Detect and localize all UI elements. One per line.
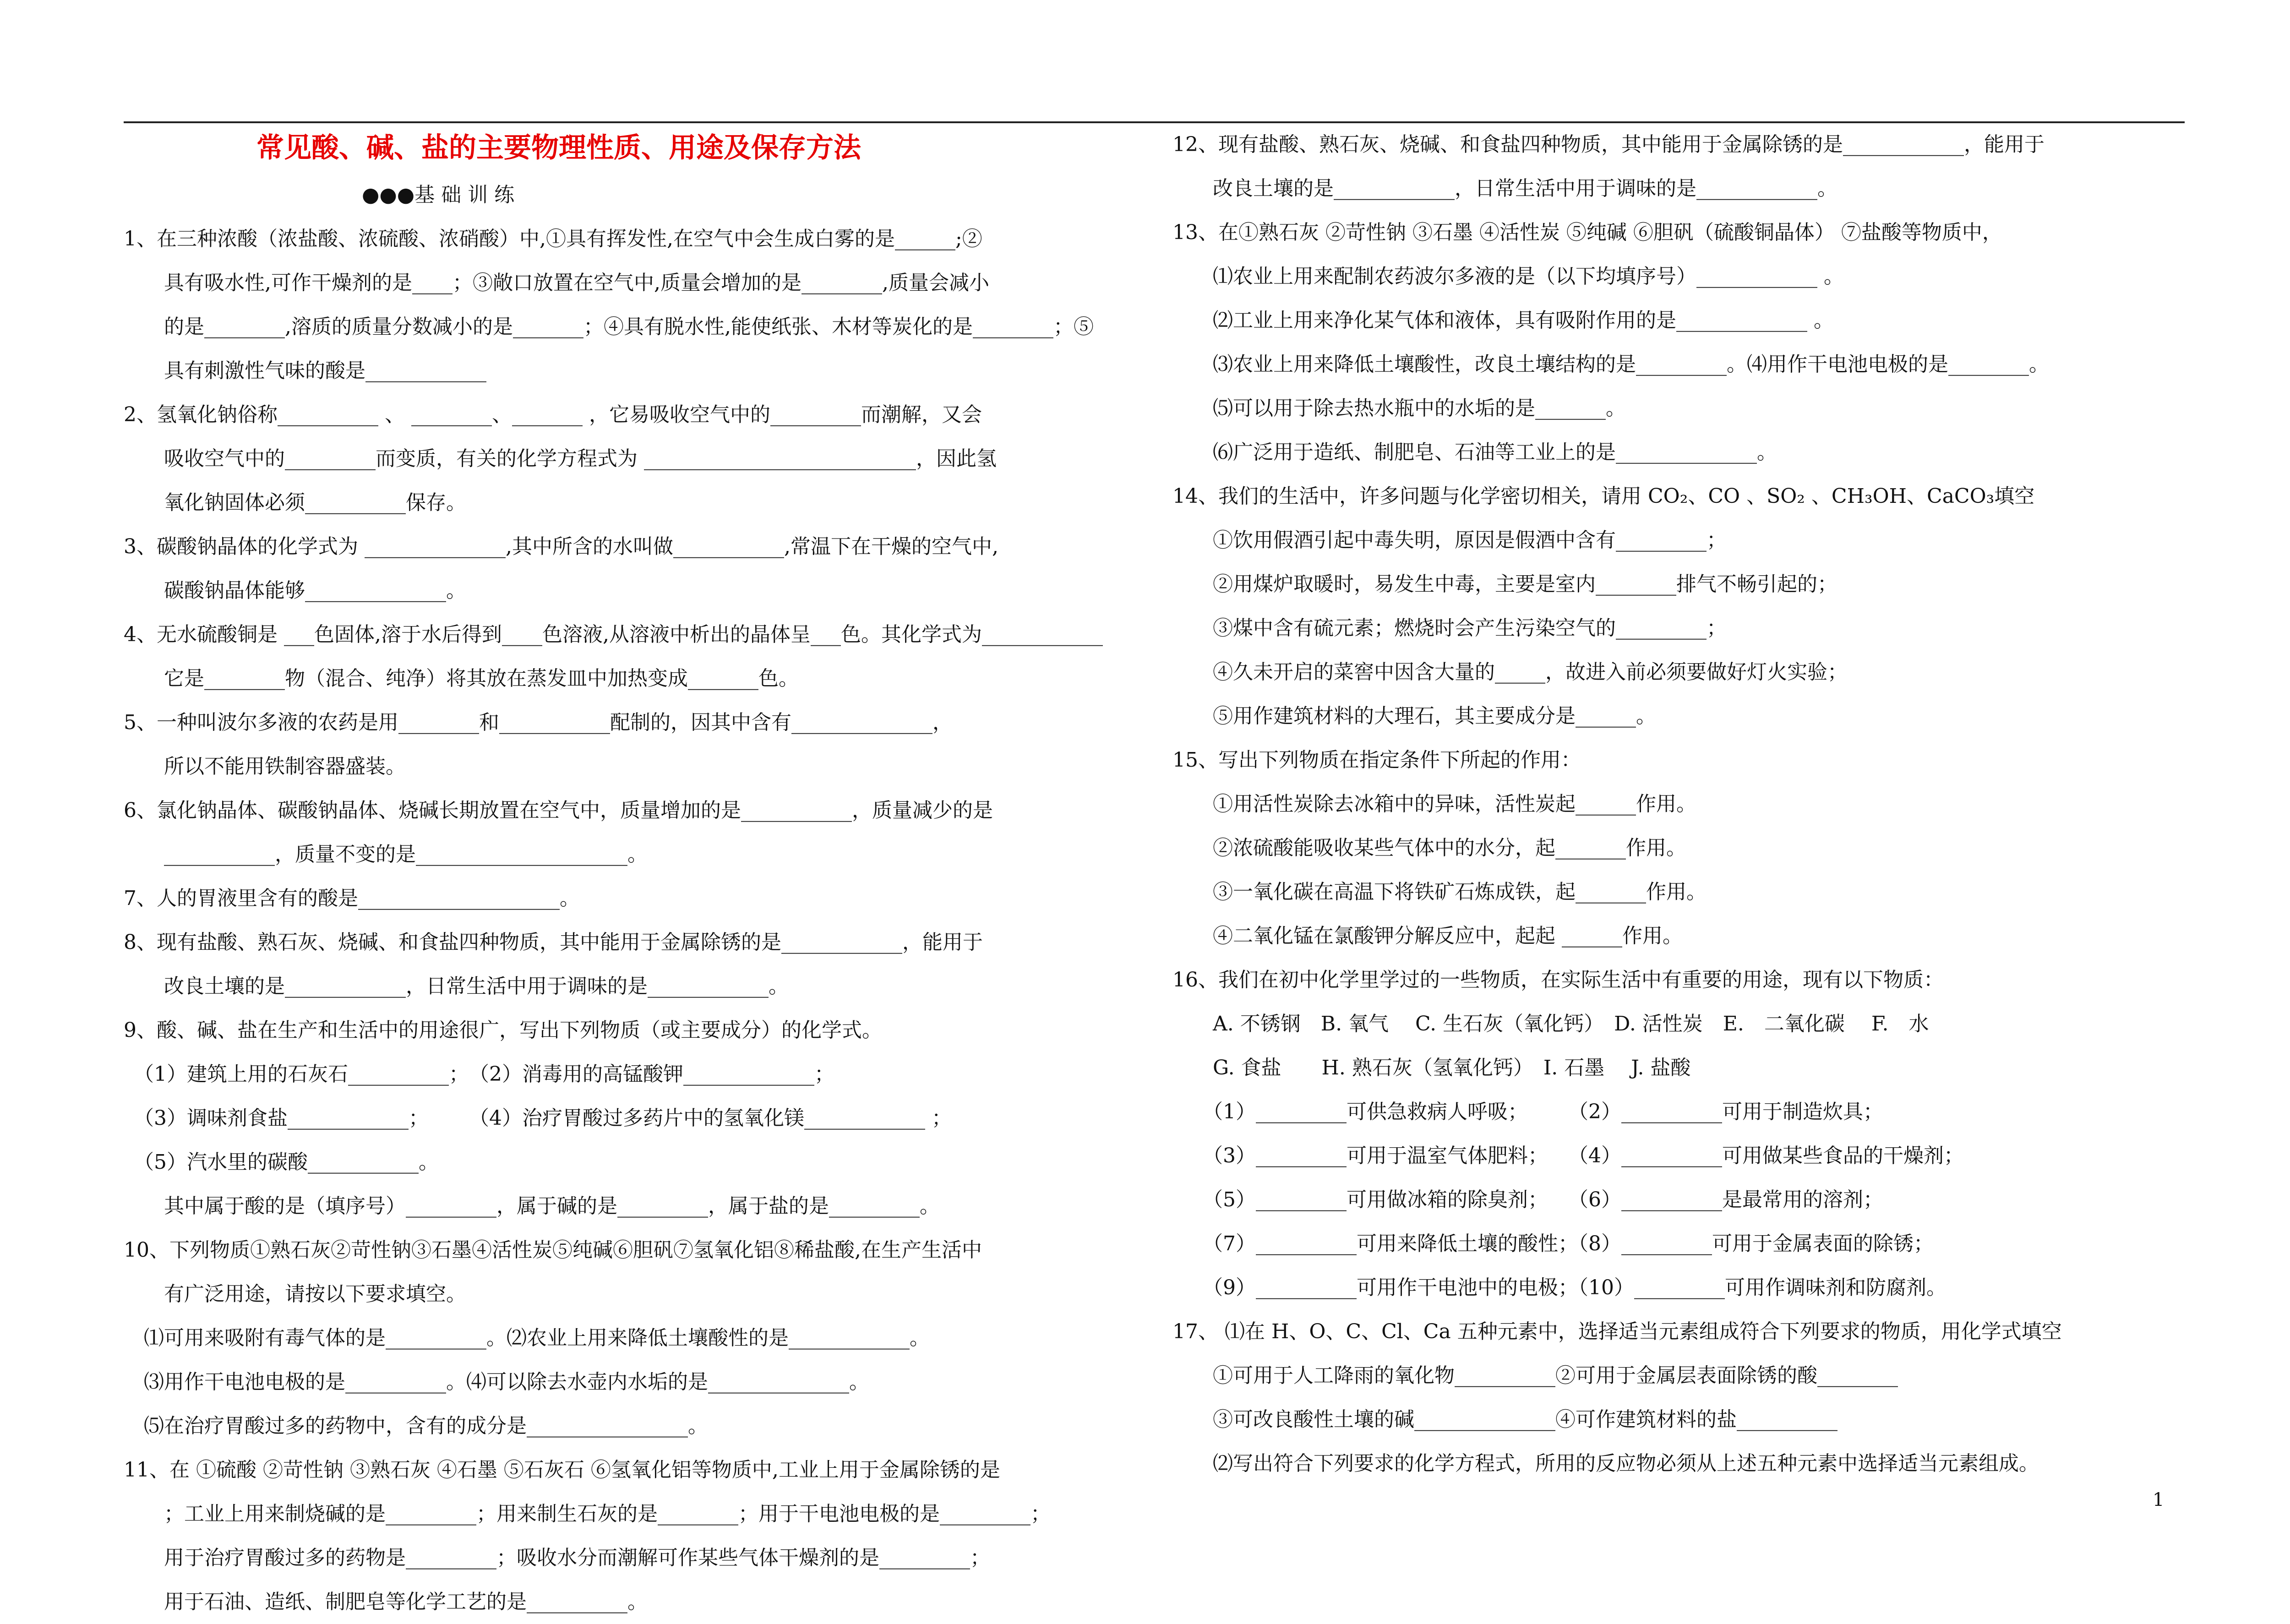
question-line: 9、酸、碱、盐在生产和生活中的用途很广，写出下列物质（或主要成分）的化学式。 [124, 1019, 882, 1042]
question-line: （1）建筑上用的石灰石__________； （2）消毒用的高锰酸钾_____________； [124, 1063, 834, 1086]
question-line: 11、在 ①硫酸 ②苛性钠 ③熟石灰 ④石墨 ⑤石灰石 ⑥氢氧化铝等物质中,工业上用于金属除锈的是 [124, 1458, 1000, 1482]
question-line: ④久未开启的菜窖中因含大量的_____，故进入前必须要做好灯火实验； [1172, 660, 1848, 684]
question-line: 碳酸钠晶体能够______________。 [124, 579, 466, 602]
question-line: ③可改良酸性土壤的碱______________④可作建筑材料的盐__________ [1172, 1408, 1837, 1431]
question-line: 改良土壤的是____________，日常生活中用于调味的是____________。 [1172, 177, 1837, 200]
question-line: 具有吸水性,可作干燥剂的是____；③敞口放置在空气中,质量会增加的是________,质量会减小 [124, 271, 989, 294]
question-line: ⑸可以用于除去热水瓶中的水垢的是_______。 [1172, 397, 1626, 420]
question-line: 吸收空气中的_________而变质，有关的化学方程式为 ___________________________，因此氢 [124, 447, 997, 470]
question-line: ⑴可用来吸附有毒气体的是__________。⑵农业上用来降低土壤酸性的是____________。 [124, 1326, 930, 1350]
question-line: ⑹广泛用于造纸、制肥皂、石油等工业上的是______________。 [1172, 441, 1777, 464]
question-line: ①可用于人工降雨的氧化物__________②可用于金属层表面除锈的酸________ [1172, 1364, 1898, 1387]
question-line: 其中属于酸的是（填序号）_________，属于碱的是_________，属于盐的是_________。 [124, 1194, 940, 1218]
question-line: 5、一种叫波尔多液的农药是用________和___________配制的，因其中含有______________， [124, 711, 953, 734]
question-line: ⑶用作干电池电极的是__________。⑷可以除去水壶内水垢的是______________。 [124, 1370, 869, 1394]
question-line: ③一氧化碳在高温下将铁矿石炼成铁，起_______作用。 [1172, 880, 1707, 904]
question-line: 12、现有盐酸、熟石灰、烧碱、和食盐四种物质，其中能用于金属除锈的是____________，能用于 [1172, 133, 2045, 156]
left-question-list [124, 217, 1182, 1624]
question-line: 改良土壤的是____________，日常生活中用于调味的是____________。 [124, 975, 789, 998]
question-line: （5）汽水里的碳酸___________。 [124, 1150, 439, 1174]
question-line: 用于石油、造纸、制肥皂等化学工艺的是__________。 [124, 1590, 648, 1613]
question-line: ②浓硫酸能吸收某些气体中的水分，起_______作用。 [1172, 836, 1686, 860]
question-line: ③煤中含有硫元素；燃烧时会产生污染空气的_________； [1172, 616, 1727, 640]
question-line: 17、 ⑴在 H、O、C、Cl、Ca 五种元素中，选择适当元素组成符合下列要求的物质，用化学式填空 [1172, 1320, 2062, 1343]
question-line: ②用煤炉取暖时，易发生中毒，主要是室内________排气不畅引起的； [1172, 572, 1837, 596]
question-line: ⑤用作建筑材料的大理石，其主要成分是______。 [1172, 704, 1656, 728]
question-line: （3）_________可用于温室气体肥料； （4）__________可用做某些食品的干燥剂； [1172, 1144, 1964, 1167]
question-line: 用于治疗胃酸过多的药物是_________；吸收水分而潮解可作某些气体干燥剂的是_________； [124, 1546, 990, 1570]
right-question-list [1172, 123, 2189, 1486]
question-line: 它是________物（混合、纯净）将其放在蒸发皿中加热变成_______色。 [124, 667, 799, 690]
left-column [124, 123, 1182, 1624]
question-line: ⑶农业上用来降低土壤酸性，改良土壤结构的是_________。⑷用作干电池电极的是________。 [1172, 353, 2049, 376]
question-line: 15、写出下列物质在指定条件下所起的作用： [1172, 748, 1581, 772]
question-line: 14、我们的生活中，许多问题与化学密切相关，请用 CO₂、CO 、SO₂ 、CH₃OH、CaCO₃填空 [1172, 485, 2035, 508]
question-line: （7）__________可用来降低土壤的酸性；（8）_________可用于金属表面的除锈； [1172, 1232, 1934, 1255]
section-subtitle: ●●●基 础 训 练 [362, 183, 515, 207]
question-line: ⑵写出符合下列要求的化学方程式，所用的反应物必须从上述五种元素中选择适当元素组成。 [1172, 1452, 2039, 1475]
question-line: （9）__________可用作干电池中的电极；（10）_________可用作调味剂和防腐剂。 [1172, 1276, 1946, 1299]
question-line: 13、在①熟石灰 ②苛性钠 ③石墨 ④活性炭 ⑤纯碱 ⑥胆矾（硫酸铜晶体） ⑦盐酸等物质中， [1172, 221, 2002, 244]
question-line: ①用活性炭除去冰箱中的异味，活性炭起______作用。 [1172, 792, 1696, 816]
question-line: ⑴农业上用来配制农药波尔多液的是（以下均填序号）____________ 。 [1172, 265, 1844, 288]
question-line: 的是________,溶质的质量分数减小的是_______；④具有脱水性,能使纸张、木材等炭化的是________；⑤ [124, 315, 1094, 338]
question-line: 8、现有盐酸、熟石灰、烧碱、和食盐四种物质，其中能用于金属除锈的是____________，能用于 [124, 931, 983, 954]
question-line: 6、氯化钠晶体、碳酸钠晶体、烧碱长期放置在空气中，质量增加的是___________，质量减少的是 [124, 799, 993, 822]
question-line: 氧化钠固体必须__________保存。 [124, 491, 466, 514]
page-title: 常见酸、碱、盐的主要物理性质、用途及保存方法 [256, 132, 861, 164]
question-line: A. 不锈钢 B. 氧气 C. 生石灰（氧化钙） D. 活性炭 E. 二氧化碳 F. 水 [1172, 1012, 1929, 1035]
question-line: ④二氧化锰在氯酸钾分解反应中，起起 ______作用。 [1172, 924, 1683, 948]
right-column [1172, 123, 2189, 1486]
question-line: 有广泛用途，请按以下要求填空。 [124, 1282, 466, 1306]
question-line: 所以不能用铁制容器盛装。 [124, 755, 406, 778]
question-line: 7、人的胃液里含有的酸是____________________。 [124, 887, 580, 910]
page-number: 1 [2153, 1489, 2165, 1510]
question-line: 具有刺激性气味的酸是____________ [124, 359, 486, 382]
question-line: 4、无水硫酸铜是 ___色固体,溶于水后得到____色溶液,从溶液中析出的晶体呈___色。其化学式为____________ [124, 623, 1103, 646]
question-line: ①饮用假酒引起中毒失明，原因是假酒中含有_________； [1172, 529, 1727, 552]
question-line: （1）_________可供急救病人呼吸； （2）__________可用于制造炊具； [1172, 1100, 1883, 1123]
question-line: 2、氢氧化钠俗称__________ 、 ________、_______ ，它易吸收空气中的_________而潮解，又会 [124, 403, 982, 426]
question-line: （3）调味剂食盐____________； （4）治疗胃酸过多药片中的氢氧化镁____________ ； [124, 1106, 952, 1130]
question-line: ；工业上用来制烧碱的是_________；用来制生石灰的是________；用于干电池电极的是_________； [124, 1502, 1051, 1526]
question-line: ⑵工业上用来净化某气体和液体，具有吸附作用的是_____________ 。 [1172, 309, 1834, 332]
question-line: 1、在三种浓酸（浓盐酸、浓硫酸、浓硝酸）中,①具有挥发性,在空气中会生成白雾的是______;② [124, 227, 982, 251]
question-line: ___________，质量不变的是_____________________。 [124, 843, 648, 866]
question-line: G. 食盐 H. 熟石灰（氢氧化钙） I. 石墨 J. 盐酸 [1172, 1056, 1691, 1079]
question-line: ⑸在治疗胃酸过多的药物中，含有的成分是________________。 [124, 1414, 708, 1438]
question-line: 16、我们在初中化学里学过的一些物质，在实际生活中有重要的用途，现有以下物质： [1172, 968, 1944, 992]
question-line: （5）_________可用做冰箱的除臭剂； （6）__________是最常用的溶剂； [1172, 1188, 1883, 1211]
question-line: 3、碳酸钠晶体的化学式为 ______________,其中所含的水叫做___________,常温下在干燥的空气中, [124, 535, 998, 558]
question-line: 10、下列物质①熟石灰②苛性钠③石墨④活性炭⑤纯碱⑥胆矾⑦氢氧化铝⑧稀盐酸,在生产生活中 [124, 1238, 982, 1262]
